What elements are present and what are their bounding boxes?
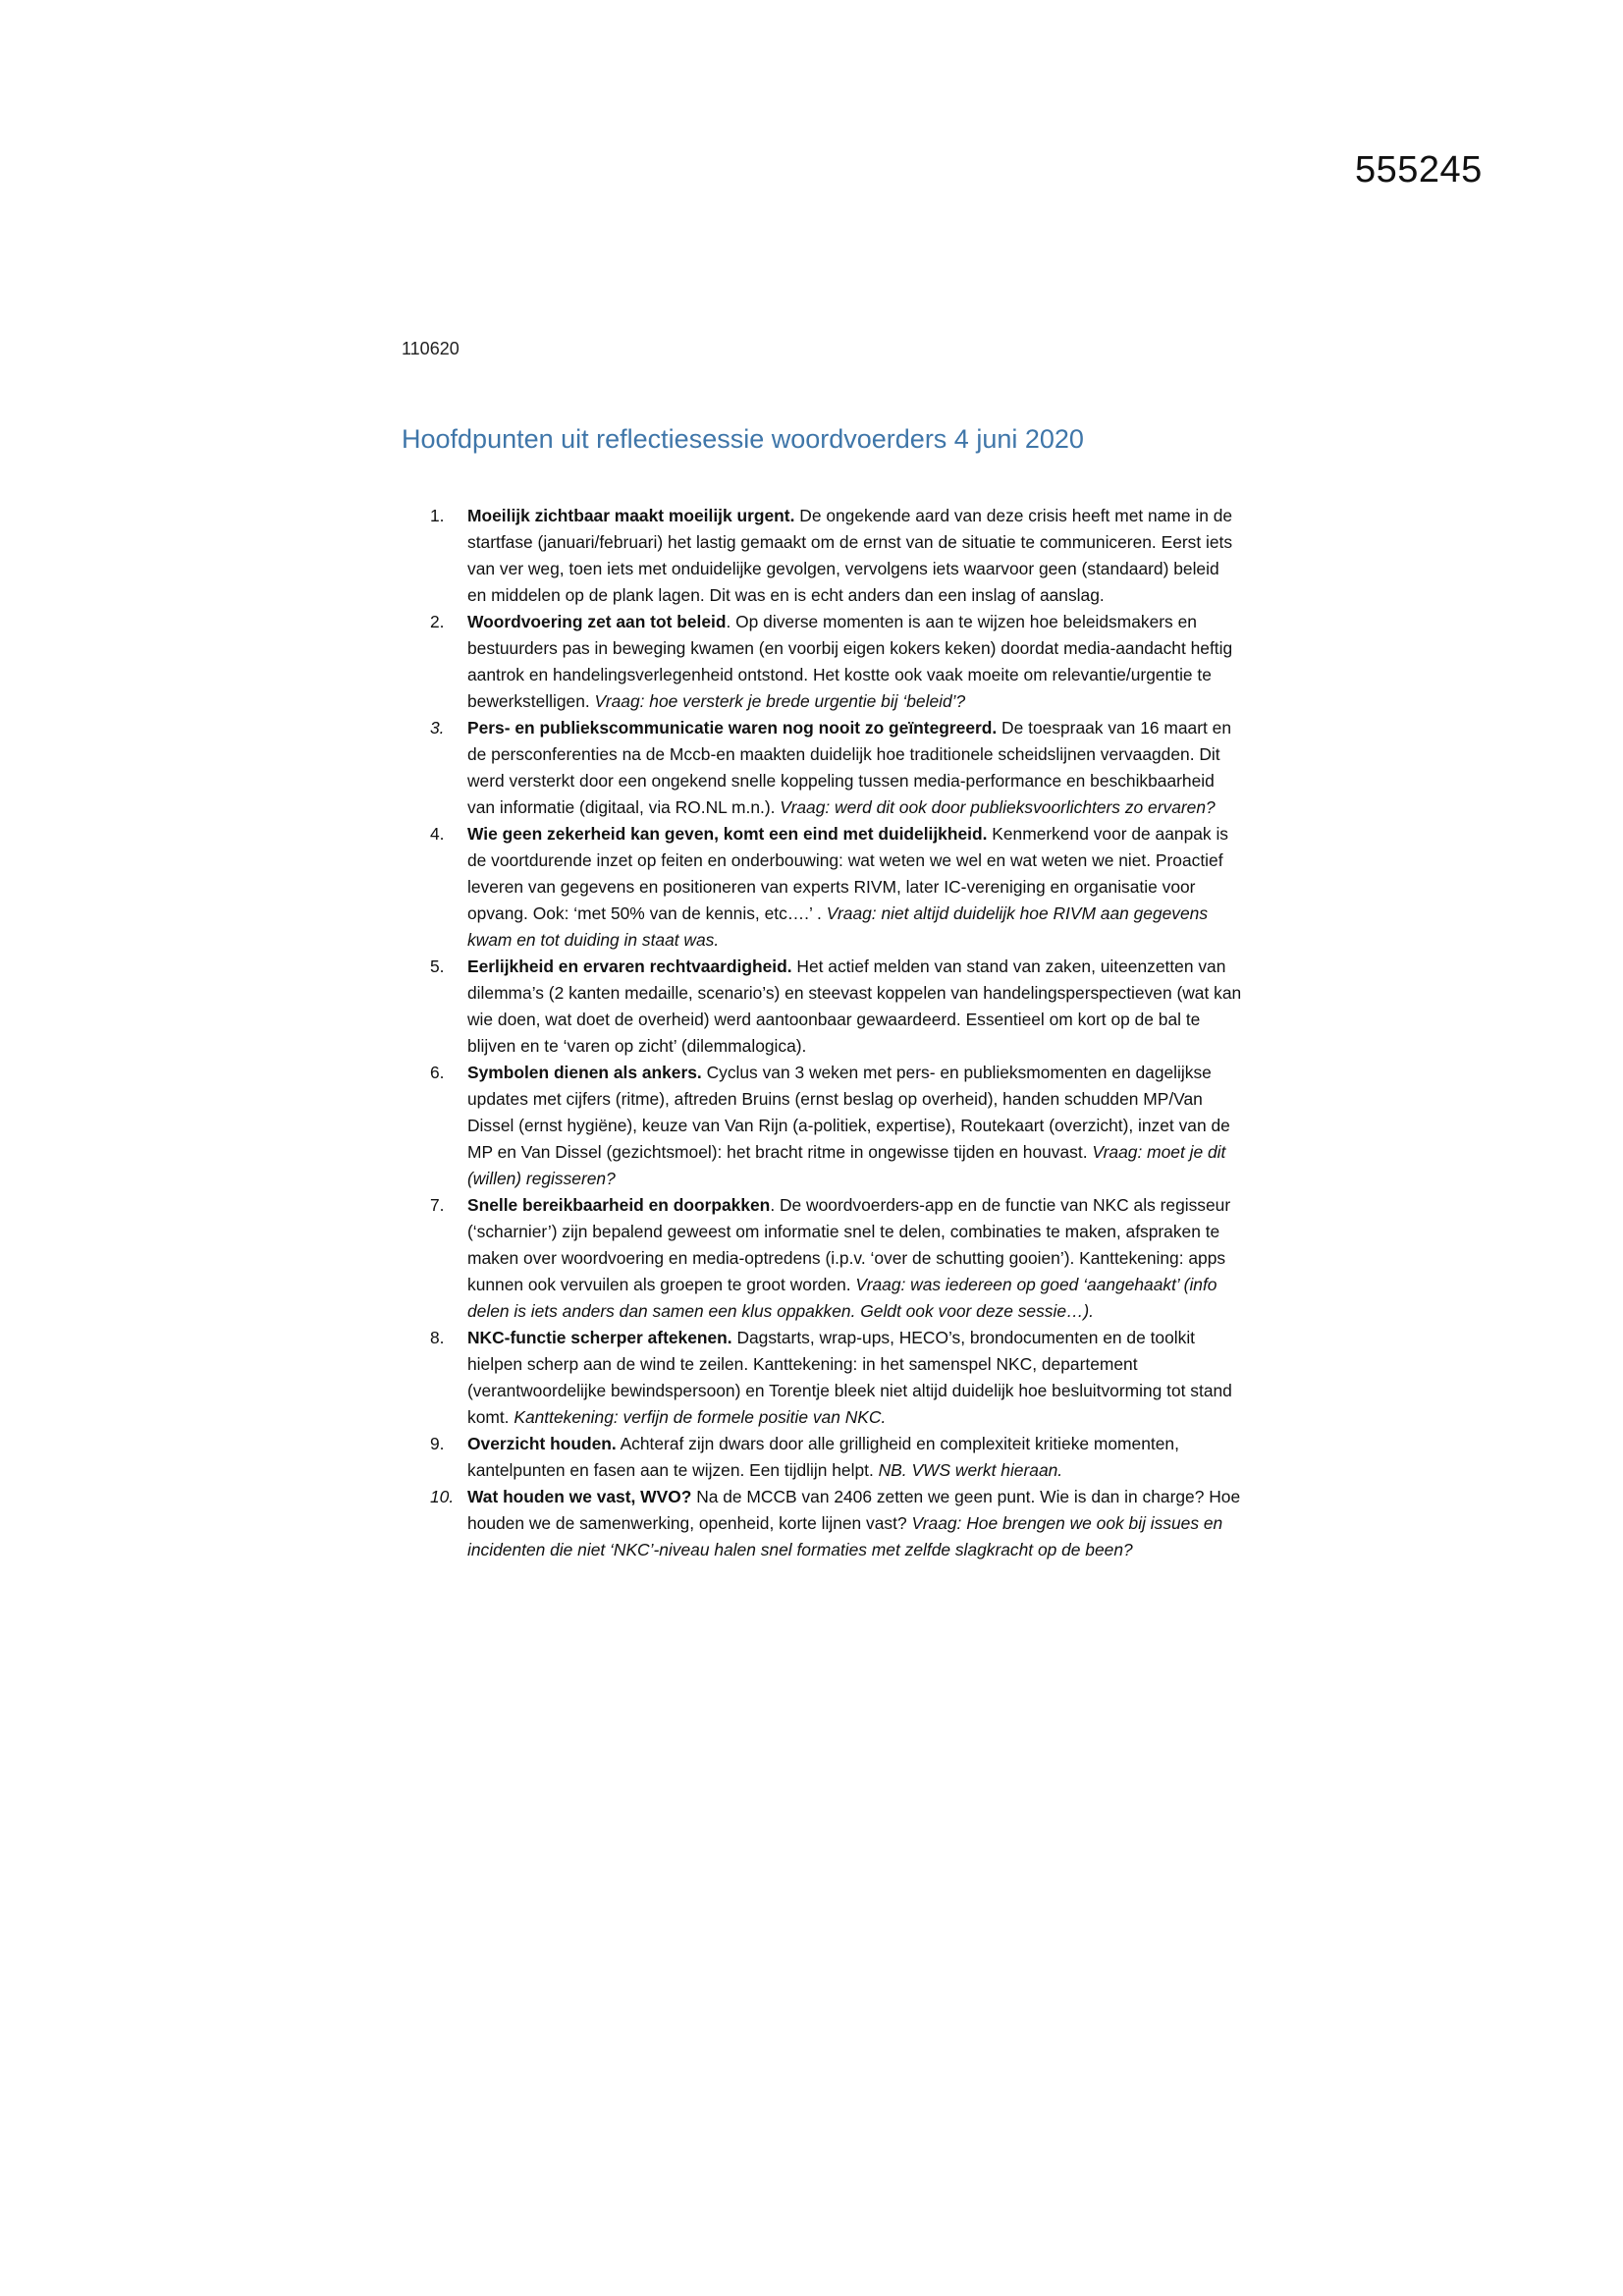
list-item	[422, 821, 1242, 954]
item-lead: Wie geen zekerheid kan geven, komt een eind met duidelijkheid.	[467, 824, 988, 844]
list-item	[422, 1060, 1242, 1192]
item-number: 7.	[430, 1195, 445, 1215]
item-question: Vraag: was iedereen op goed ‘aangehaakt’ (info delen is iets anders dan samen een klus oppakken. Geldt ook voor deze sessie…).	[467, 1275, 1217, 1321]
item-body: De toespraak van 16 maart en de persconferenties na de Mccb-en maakten duidelijk hoe traditionele scheidslijnen vervaagden. Dit werd versterkt door een ongekend snelle koppeling tussen media-performance en beschikbaarheid van informatie (digitaal, via RO.NL m.n.).	[467, 718, 1231, 817]
item-number: 3.	[430, 718, 445, 738]
item-question: Kanttekening: verfijn de formele positie van NKC.	[514, 1407, 887, 1427]
list-item	[422, 1192, 1242, 1325]
item-lead: Overzicht houden.	[467, 1434, 617, 1453]
item-body: Dagstarts, wrap-ups, HECO’s, brondocumenten en de toolkit hielpen scherp aan de wind te zeilen. Kanttekening: in het samenspel NKC, departement (verantwoordelijke bewindspersoon) en Torentje bleek niet altijd duidelijk hoe besluitvorming tot stand komt.	[467, 1328, 1232, 1427]
list-item	[422, 1484, 1242, 1563]
item-body: Na de MCCB van 2406 zetten we geen punt. Wie is dan in charge? Hoe houden we de samenwerking, openheid, korte lijnen vast?	[467, 1487, 1241, 1533]
item-number: 1.	[430, 506, 445, 525]
page-title: Hoofdpunten uit reflectiesessie woordvoerders 4 juni 2020	[402, 424, 1084, 454]
list-item	[422, 1431, 1242, 1484]
list-item	[422, 503, 1242, 609]
item-body: De ongekende aard van deze crisis heeft met name in de startfase (januari/februari) het lastig gemaakt om de ernst van de situatie te communiceren. Eerst iets van ver weg, toen iets met onduidelijke gevolgen, vervolgens iets waarvoor geen (standaard) beleid en middelen op de plank lagen. Dit was en is echt anders dan een inslag of aanslag.	[467, 506, 1233, 605]
item-lead: Wat houden we vast, WVO?	[467, 1487, 692, 1506]
item-body: Kenmerkend voor de aanpak is de voortdurende inzet op feiten en onderbouwing: wat weten we wel en wat weten we niet. Proactief leveren van gegevens en positioneren van experts RIVM, later IC-vereniging en organisatie voor opvang. Ook: ‘met 50% van de kennis, etc….’ .	[467, 824, 1229, 923]
item-question: Vraag: werd dit ook door publieksvoorlichters zo ervaren?	[780, 797, 1216, 817]
item-lead: NKC-functie scherper aftekenen.	[467, 1328, 732, 1347]
item-lead: Pers- en publiekscommunicatie waren nog nooit zo geïntegreerd.	[467, 718, 998, 738]
item-number: 2.	[430, 612, 445, 631]
main-points-list	[422, 503, 1242, 1563]
item-lead: Snelle bereikbaarheid en doorpakken	[467, 1195, 771, 1215]
item-body: Het actief melden van stand van zaken, uiteenzetten van dilemma’s (2 kanten medaille, scenario’s) en steevast koppelen van handelingsperspectieven (wat kan wie doen, wat doet de overheid) werd aantoonbaar gewaardeerd. Essentieel om kort op de bal te blijven en te ‘varen op zicht’ (dilemmalogica).	[467, 957, 1242, 1056]
list-item	[422, 954, 1242, 1060]
item-number: 9.	[430, 1434, 445, 1453]
list-item	[422, 609, 1242, 715]
item-question: Vraag: Hoe brengen we ook bij issues en incidenten die niet ‘NKC’-niveau halen snel formaties met zelfde slagkracht op de been?	[467, 1513, 1223, 1559]
item-question: Vraag: niet altijd duidelijk hoe RIVM aan gegevens kwam en tot duiding in staat was.	[467, 903, 1209, 950]
item-number: 6.	[430, 1063, 445, 1082]
list-item	[422, 1325, 1242, 1431]
item-number: 10.	[430, 1487, 455, 1506]
list-item	[422, 715, 1242, 821]
item-body: Achteraf zijn dwars door alle grilligheid en complexiteit kritieke momenten, kantelpunten en fasen aan te wijzen. Een tijdlijn helpt.	[467, 1434, 1179, 1480]
item-number: 4.	[430, 824, 445, 844]
item-number: 8.	[430, 1328, 445, 1347]
item-question: Vraag: hoe versterk je brede urgentie bij ‘beleid’?	[594, 691, 966, 711]
item-body: . De woordvoerders-app en de functie van NKC als regisseur (‘scharnier’) zijn bepalend geweest om informatie snel te delen, combinaties te maken, afspraken te maken over woordvoering en media-optredens (i.p.v. ‘over de schutting gooien’). Kanttekening: apps kunnen ook vervuilen als groepen te groot worden.	[467, 1195, 1231, 1294]
item-lead: Moeilijk zichtbaar maakt moeilijk urgent.	[467, 506, 795, 525]
item-question: NB. VWS werkt hieraan.	[878, 1460, 1063, 1480]
item-body: Cyclus van 3 weken met pers- en publieksmomenten en dagelijkse updates met cijfers (ritme), aftreden Bruins (ernst beslag op overheid), handen schudden MP/Van Dissel (ernst hygiëne), keuze van Van Rijn (a-politiek, expertise), Routekaart (overzicht), inzet van de MP en Van Dissel (gezichtsmoel): het bracht ritme in ongewisse tijden en houvast.	[467, 1063, 1230, 1162]
date-code: 110620	[402, 339, 460, 358]
item-lead: Woordvoering zet aan tot beleid	[467, 612, 727, 631]
item-lead: Symbolen dienen als ankers.	[467, 1063, 702, 1082]
item-question: Vraag: moet je dit (willen) regisseren?	[467, 1142, 1226, 1188]
item-body: . Op diverse momenten is aan te wijzen hoe beleidsmakers en bestuurders pas in beweging kwamen (en voorbij eigen kokers keken) doordat media-aandacht heftig aantrok en handelingsverlegenheid ontstond. Het kostte ook vaak moeite om relevantie/urgentie te bewerkstelligen.	[467, 612, 1233, 711]
document-number: 555245	[1355, 149, 1483, 191]
item-lead: Eerlijkheid en ervaren rechtvaardigheid.	[467, 957, 792, 976]
item-number: 5.	[430, 957, 445, 976]
